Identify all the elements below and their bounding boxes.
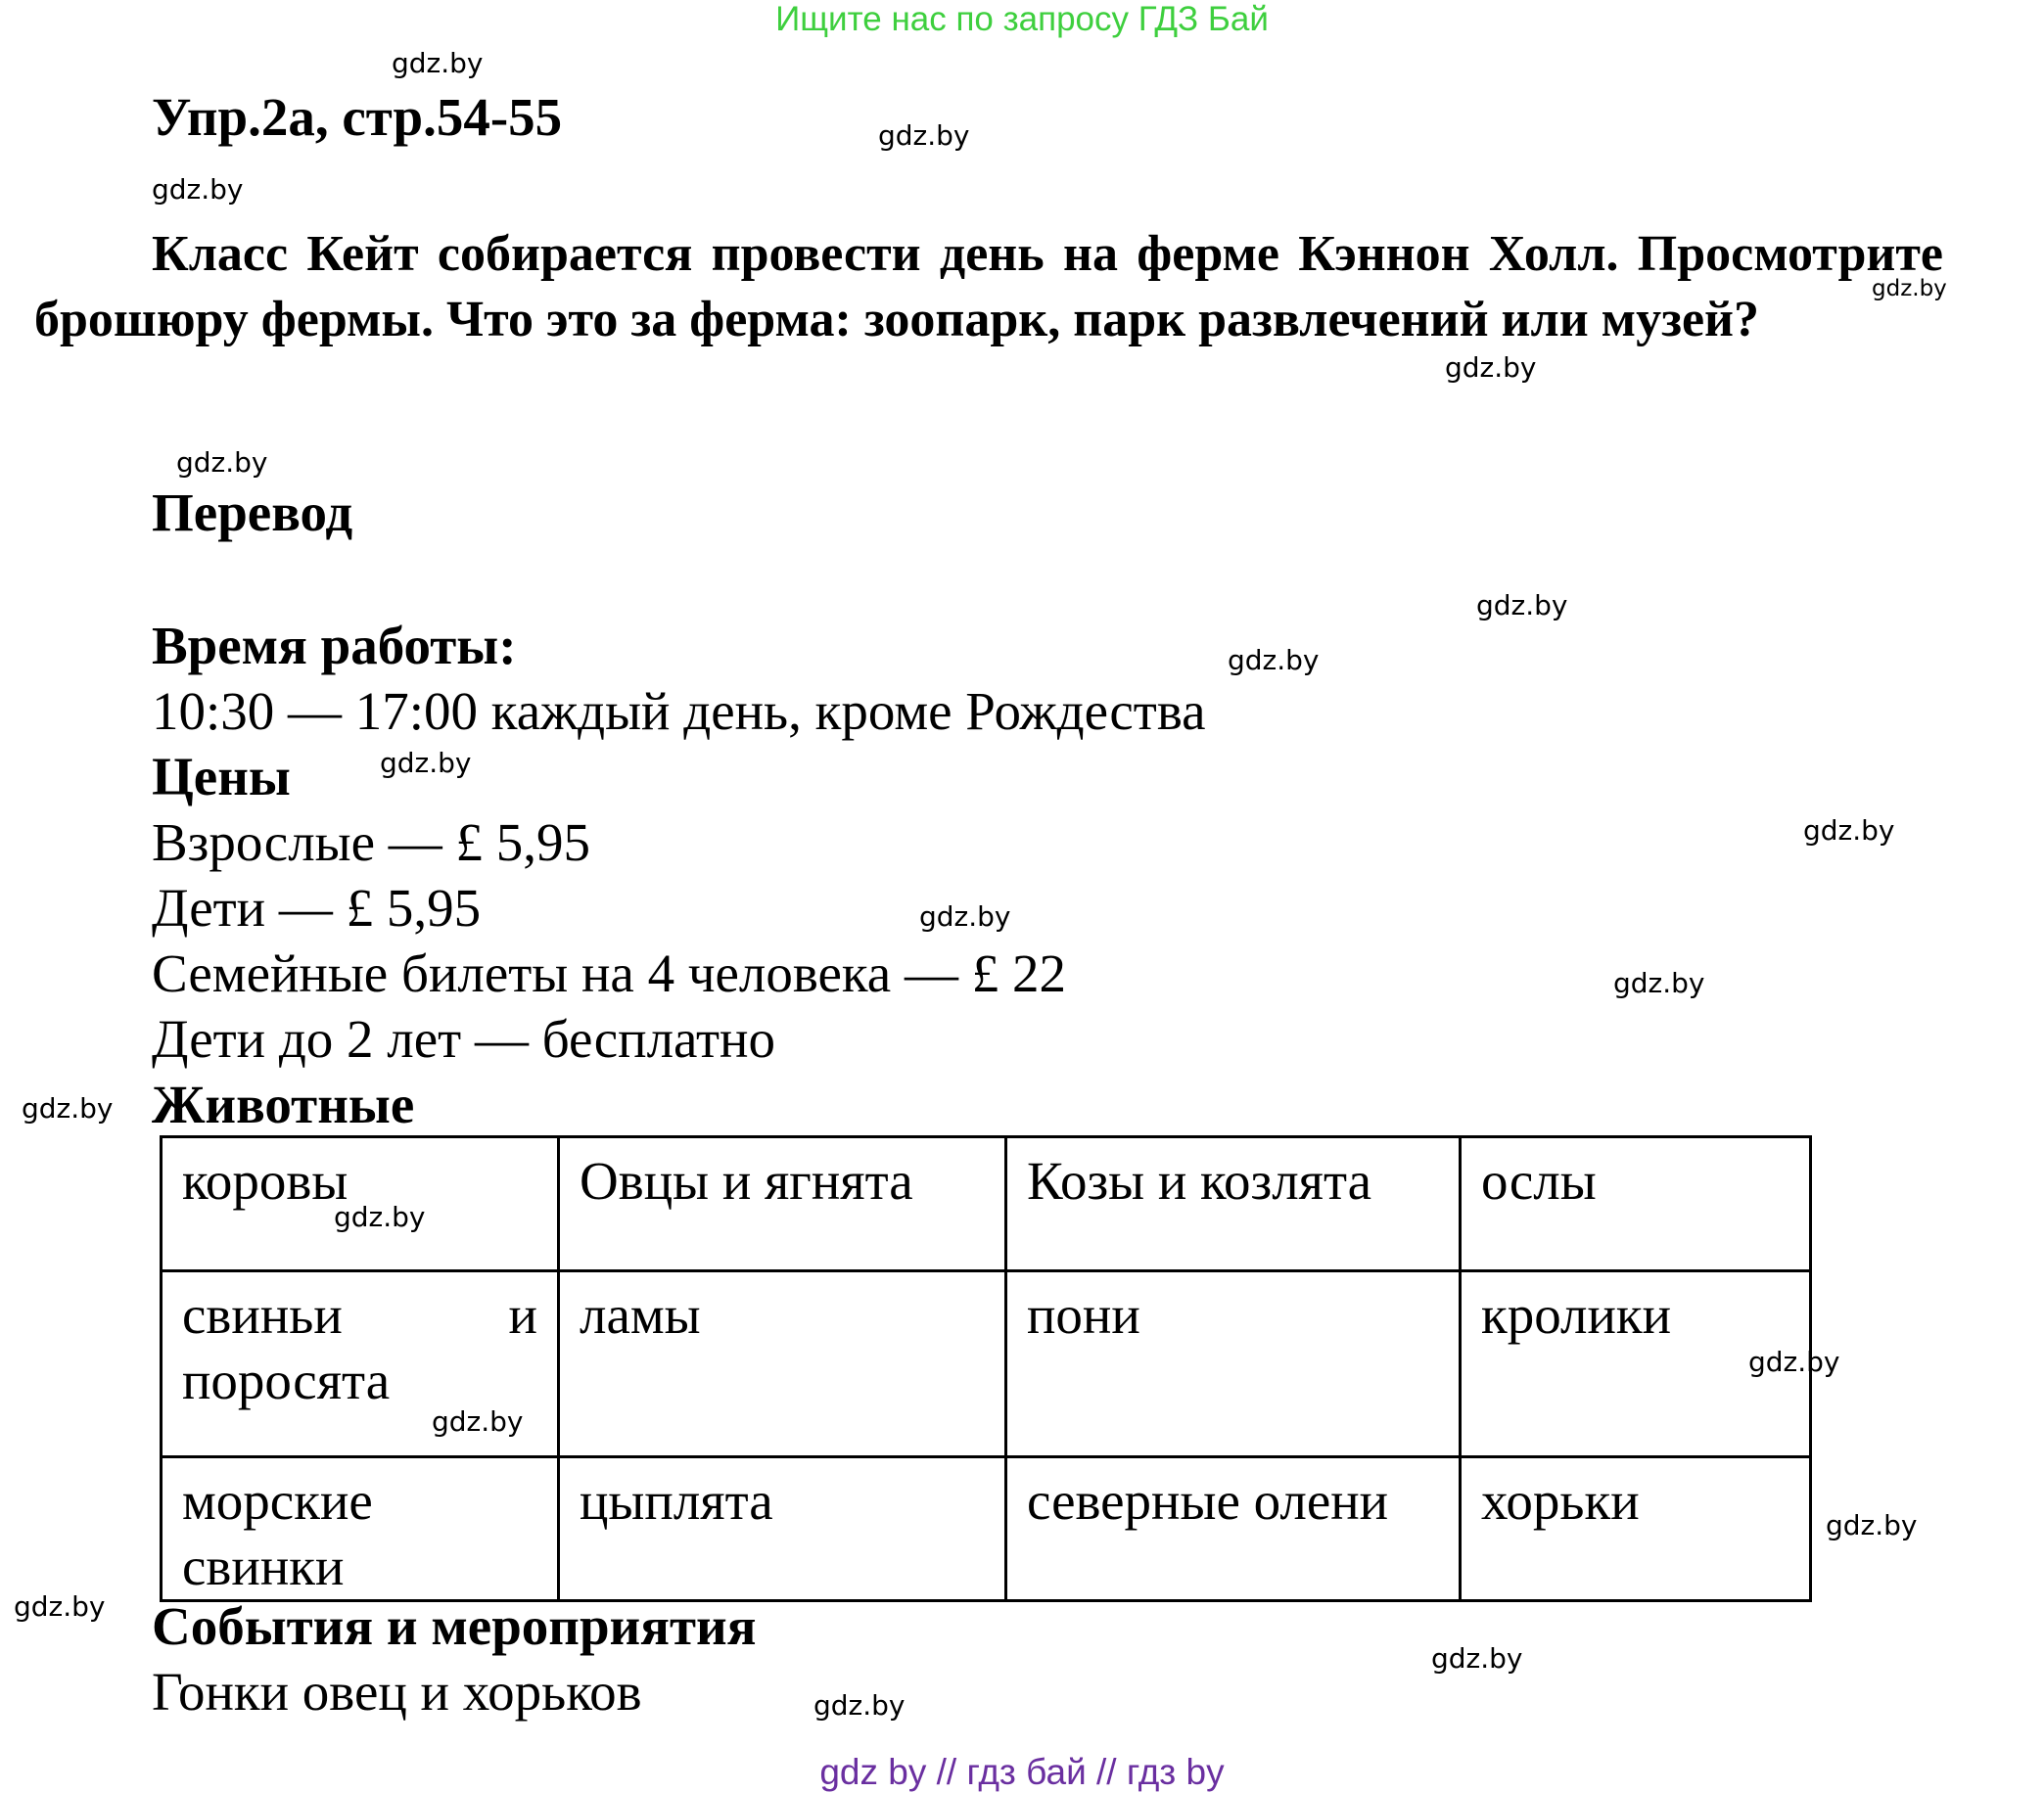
price-line: Взрослые — £ 5,95	[152, 812, 591, 872]
watermark: gdz.by	[813, 1689, 906, 1722]
watermark: gdz.by	[878, 119, 970, 152]
table-cell: коровы	[162, 1137, 559, 1271]
watermark: gdz.by	[1803, 814, 1895, 847]
animals-heading: Животные	[152, 1075, 415, 1134]
watermark: gdz.by	[1431, 1642, 1523, 1675]
events-text: Гонки овец и хорьков	[152, 1662, 642, 1722]
watermark: gdz.by	[1748, 1346, 1840, 1378]
watermark: gdz.by	[1476, 589, 1568, 621]
search-banner: Ищите нас по запросу ГДЗ Бай	[775, 0, 1269, 38]
table-cell: кролики	[1461, 1271, 1811, 1457]
watermark: gdz.by	[1826, 1509, 1918, 1541]
watermark: gdz.by	[1872, 276, 1947, 301]
table-cell: Овцы и ягнята	[559, 1137, 1006, 1271]
watermark: gdz.by	[432, 1405, 524, 1438]
watermark: gdz.by	[14, 1590, 106, 1623]
watermark: gdz.by	[152, 173, 244, 206]
watermark: gdz.by	[1445, 351, 1537, 384]
price-line: Семейные билеты на 4 человека — £ 22	[152, 943, 1066, 1003]
events-heading: События и мероприятия	[152, 1596, 757, 1656]
table-cell: хорьки	[1461, 1457, 1811, 1601]
watermark: gdz.by	[1613, 967, 1705, 999]
table-cell: Козы и козлята	[1006, 1137, 1461, 1271]
task-text: Класс Кейт собирается провести день на ферме Кэннон Холл. Просмотрите брошюру фермы. Что это за ферма: зоопарк, парк развлечений или музей?	[34, 226, 1943, 347]
table-row	[162, 1457, 1811, 1601]
watermark: gdz.by	[1228, 644, 1320, 676]
watermark: gdz.by	[176, 446, 268, 479]
table-cell: северные олени	[1006, 1457, 1461, 1601]
watermark: gdz.by	[392, 47, 484, 79]
watermark: gdz.by	[334, 1201, 426, 1233]
watermark: gdz.by	[380, 747, 472, 779]
hours-heading: Время работы:	[152, 616, 517, 675]
exercise-title: Упр.2а, стр.54-55	[152, 87, 563, 147]
table-cell: ламы	[559, 1271, 1006, 1457]
watermark: gdz.by	[919, 900, 1011, 933]
prices-heading: Цены	[152, 747, 291, 806]
watermark: gdz.by	[22, 1092, 114, 1125]
footer-links: gdz by // гдз бай // гдз by	[819, 1752, 1225, 1792]
cell-text: свиньи и поросята	[182, 1285, 537, 1410]
table-cell: ослы	[1461, 1137, 1811, 1271]
hours-text: 10:30 — 17:00 каждый день, кроме Рождества	[152, 681, 1206, 741]
table-cell: цыплята	[559, 1457, 1006, 1601]
table-cell: морские свинки	[162, 1457, 559, 1601]
table-row	[162, 1271, 1811, 1457]
price-line: Дети — £ 5,95	[152, 878, 482, 938]
translation-heading: Перевод	[152, 483, 353, 542]
table-cell: пони	[1006, 1271, 1461, 1457]
price-line: Дети до 2 лет — бесплатно	[152, 1009, 775, 1069]
